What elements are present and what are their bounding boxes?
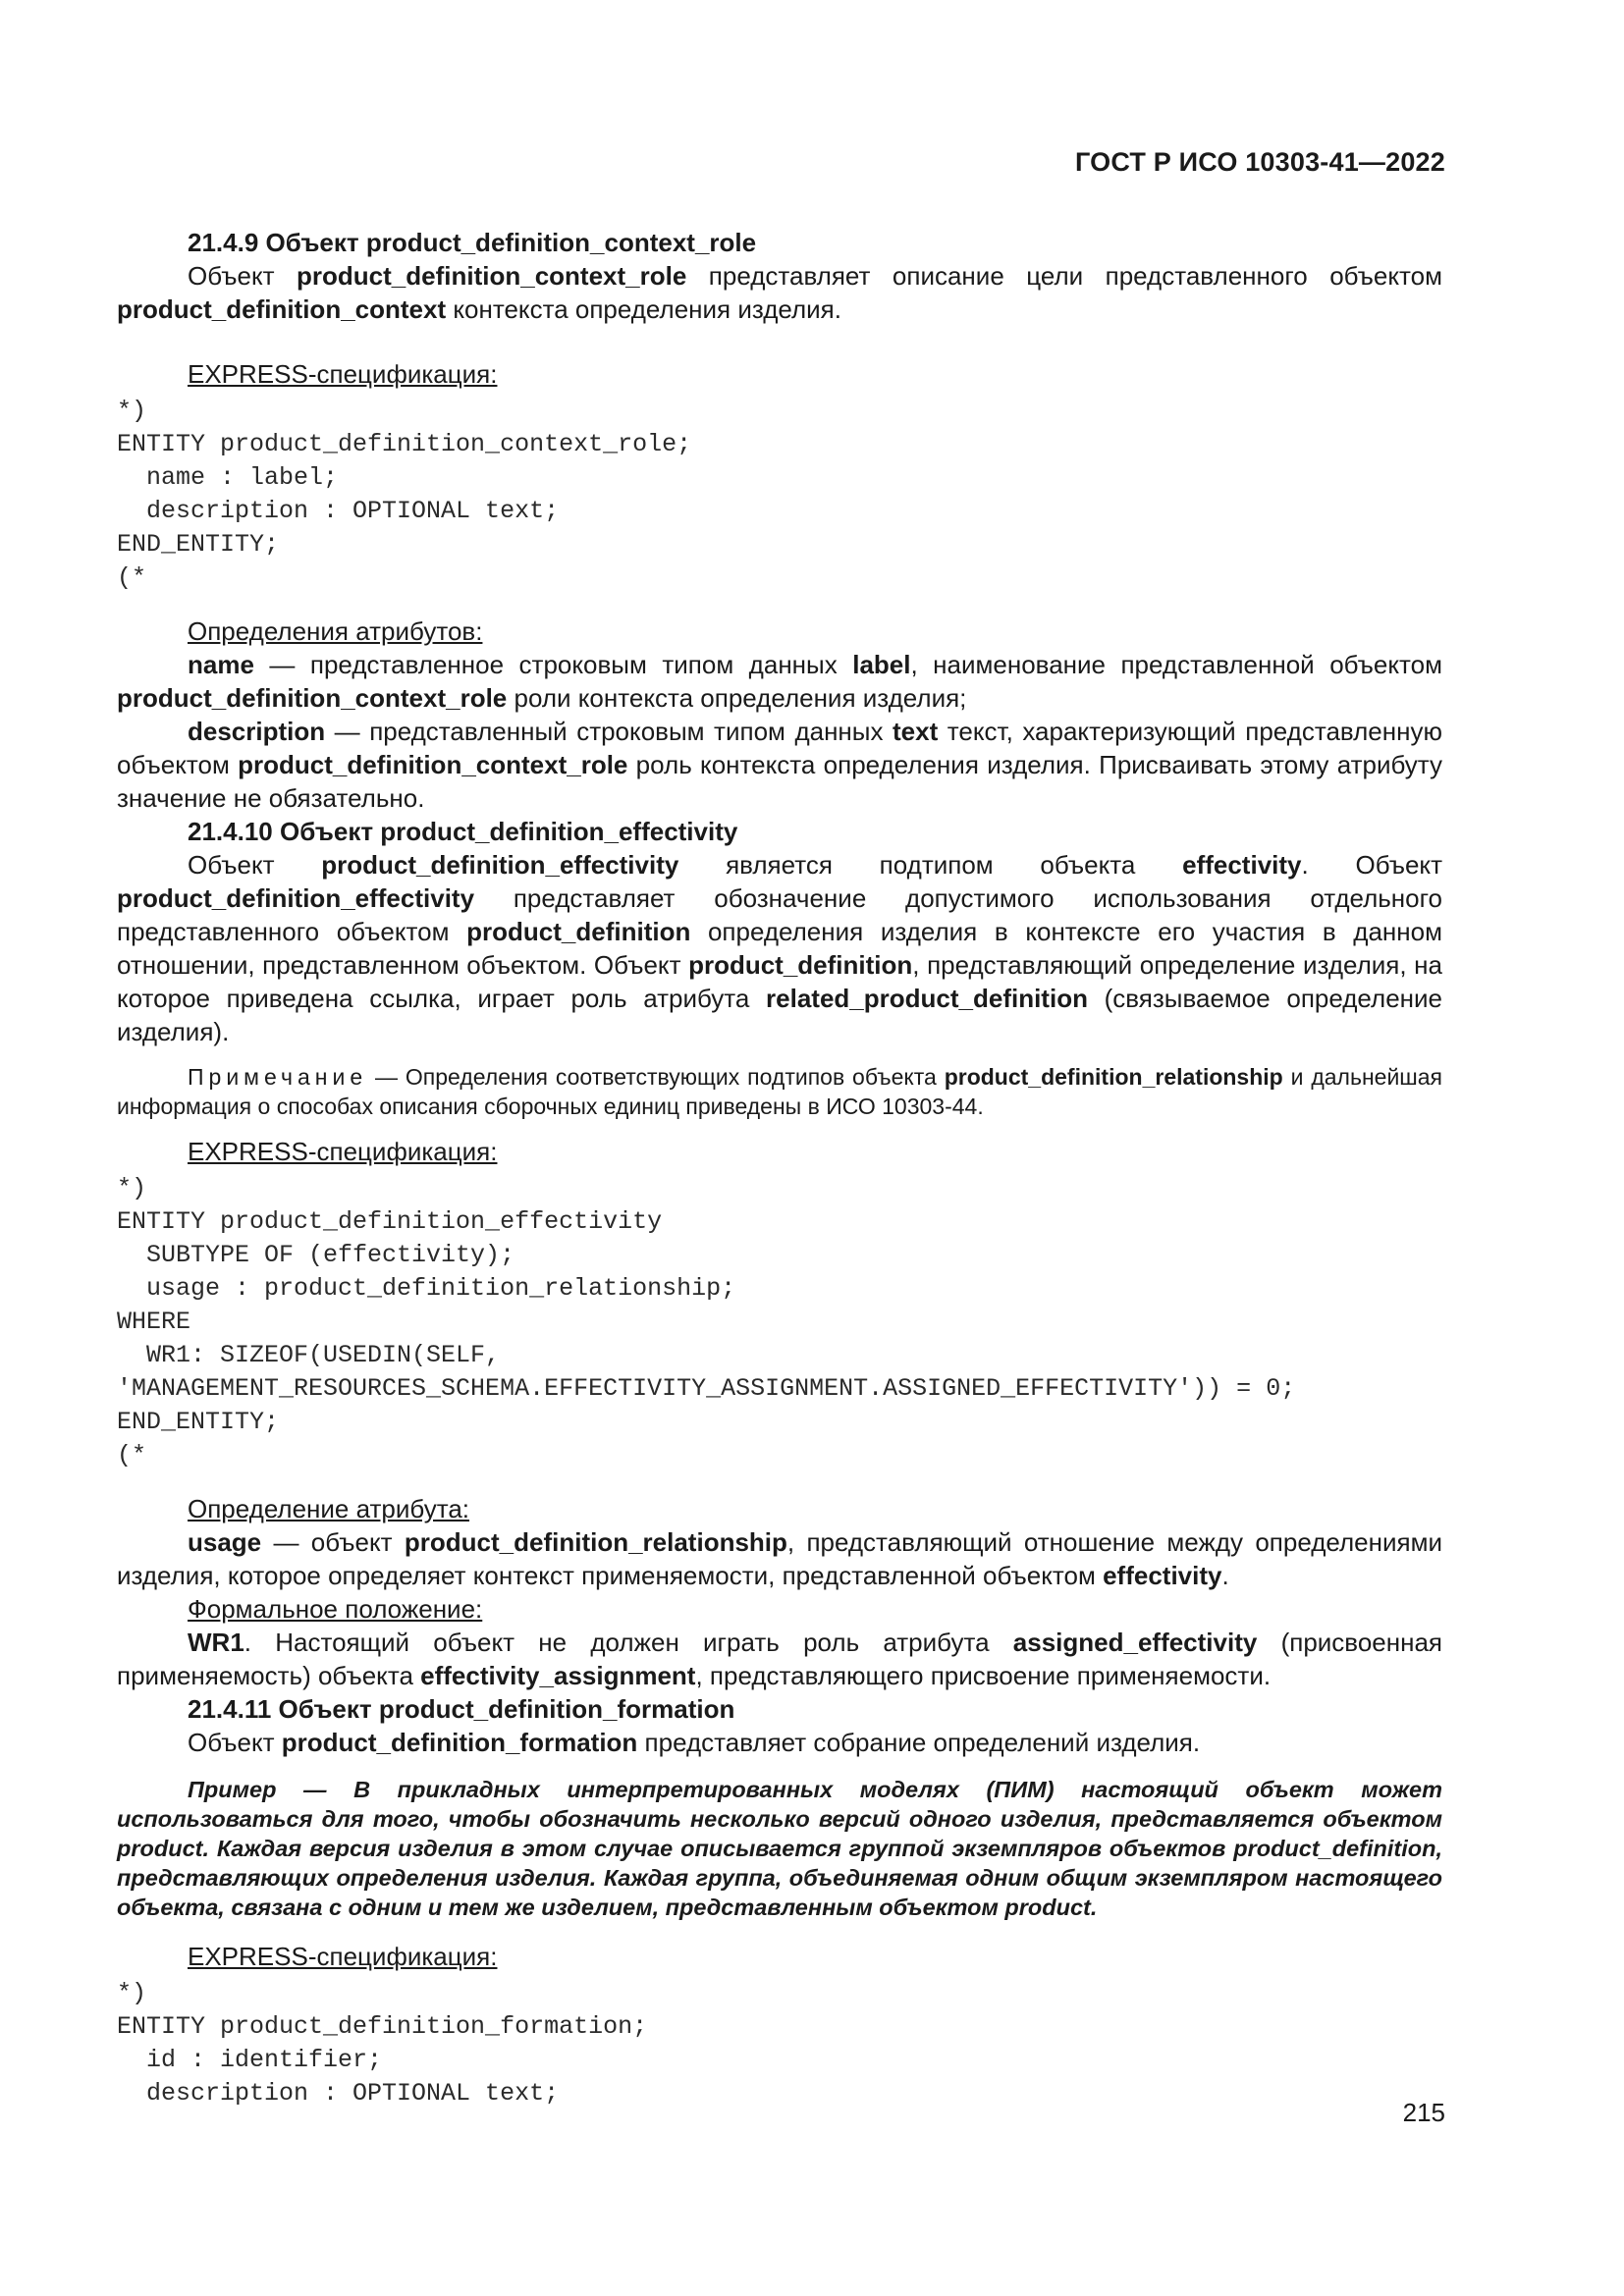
text: контекста определения изделия. bbox=[446, 294, 841, 324]
text: — Определения соответствующих подтипов объекта bbox=[367, 1064, 945, 1090]
attribute-definitions-label: Определения атрибутов: bbox=[188, 616, 483, 646]
page-number: 215 bbox=[1402, 2098, 1445, 2127]
entity-name: product_definition bbox=[466, 917, 691, 946]
type-name: text bbox=[893, 717, 939, 746]
text: представляет описание цели представленного объектом bbox=[686, 261, 1443, 291]
text: Объект bbox=[188, 261, 298, 291]
entity-name: product_definition_formation bbox=[281, 1728, 638, 1757]
attribute-name: name bbox=[188, 650, 254, 679]
entity-name: effectivity_assignment bbox=[420, 1661, 696, 1690]
text: — представленный строковым типом данных bbox=[325, 717, 893, 746]
express-spec-label: EXPRESS-спецификация: bbox=[188, 359, 498, 389]
text: . Настоящий объект не должен играть роль атрибута bbox=[244, 1628, 1013, 1657]
text: текст, характеризующий представленную объектом bbox=[117, 717, 1442, 779]
text: является подтипом объекта bbox=[678, 850, 1183, 880]
entity-name: product_definition_context_role bbox=[297, 261, 687, 291]
text: роли контекста определения изделия; bbox=[507, 683, 967, 713]
standard-code-header: ГОСТ Р ИСО 10303-41—2022 bbox=[1075, 147, 1445, 177]
note bbox=[117, 1062, 1442, 1121]
express-spec-label: EXPRESS-спецификация: bbox=[188, 1137, 498, 1166]
attribute-definition bbox=[117, 1525, 1442, 1592]
attribute-definition bbox=[117, 648, 1442, 715]
entity-name: product_definition bbox=[688, 950, 913, 980]
note-label: Примечание bbox=[188, 1064, 368, 1090]
entity-name: product_definition_effectivity bbox=[117, 883, 475, 913]
attribute-name: related_product_definition bbox=[766, 984, 1088, 1013]
express-code-block: *) ENTITY product_definition_context_role; name : label; description : OPTIONAL text; END_ENTITY; (* bbox=[117, 397, 692, 592]
entity-name: product_definition_context_role bbox=[117, 683, 508, 713]
express-code-block: *) ENTITY product_definition_formation; id : identifier; description : OPTIONAL text; bbox=[117, 1979, 648, 2108]
text: , представляющего присвоение применяемости. bbox=[695, 1661, 1272, 1690]
text: (связываемое определение изделия). bbox=[117, 984, 1442, 1046]
express-spec-label: EXPRESS-спецификация: bbox=[188, 1942, 498, 1971]
attribute-definition-label: Определение атрибута: bbox=[188, 1494, 470, 1523]
text: Объект bbox=[188, 850, 322, 880]
text: (присвоенная применяемость) объекта bbox=[117, 1628, 1442, 1690]
page-content bbox=[117, 226, 1442, 2130]
text: — представленное строковым типом данных bbox=[253, 650, 853, 679]
express-code-block: *) ENTITY product_definition_effectivity SUBTYPE OF (effectivity); usage : product_definition_relationship; WHERE WR1: SIZEOF(USEDIN(SELF, 'MANAGEMENT_RESOURCES_SCHEMA.EFFECTIVITY_ASSIGNMENT.ASSIGNED_EFFECTIVITY')) = 0; END_ENTITY; (* bbox=[117, 1174, 1296, 1469]
attribute-name: assigned_effectivity bbox=[1012, 1628, 1258, 1657]
entity-name: product_definition_context_role bbox=[238, 750, 628, 779]
paragraph bbox=[117, 848, 1442, 1048]
section-heading: 21.4.9 Объект product_definition_context_role bbox=[188, 228, 757, 257]
text: определения изделия в контексте его участия в данном отношении, представленном объектом. Объект bbox=[117, 917, 1442, 980]
text: . bbox=[1221, 1561, 1229, 1590]
entity-name: product_definition_effectivity bbox=[321, 850, 679, 880]
example-block: Пример — В прикладных интерпретированных моделях (ПИМ) настоящий объект может использоваться для того, чтобы обозначить несколько версий одного изделия, представляется объектом product. Каждая версия изделия в этом случае описывается группой экземпляров объектов product_definition, представляющих определения изделия. Каждая группа, объединяемая одним общим экземпляром настоящего объекта, связана с одним и тем же изделием, представленным объектом product. bbox=[117, 1777, 1442, 1920]
attribute-name: usage bbox=[188, 1527, 262, 1557]
entity-name: effectivity bbox=[1103, 1561, 1222, 1590]
entity-name: product_definition_relationship bbox=[404, 1527, 787, 1557]
entity-name: product_definition_context bbox=[117, 294, 447, 324]
text: и дальнейшая информация о способах описания сборочных единиц приведены в ИСО 10303-44. bbox=[117, 1064, 1442, 1119]
entity-name: product_definition_relationship bbox=[944, 1064, 1283, 1090]
entity-name: effectivity bbox=[1182, 850, 1302, 880]
type-name: label bbox=[852, 650, 911, 679]
attribute-name: description bbox=[188, 717, 326, 746]
text: , представляющий отношение между определениями изделия, которое определяет контекст применяемости, представленной объектом bbox=[117, 1527, 1442, 1590]
text: представляет обозначение допустимого использования отдельного представленного объектом bbox=[117, 883, 1442, 946]
rule-name: WR1 bbox=[188, 1628, 244, 1657]
text: — объект bbox=[261, 1527, 405, 1557]
paragraph bbox=[117, 259, 1442, 326]
rule-definition bbox=[117, 1626, 1442, 1692]
text: . Объект bbox=[1301, 850, 1443, 880]
text: роль контекста определения изделия. Присваивать этому атрибуту значение не обязательно. bbox=[117, 750, 1442, 813]
formal-proposition-label: Формальное положение: bbox=[188, 1594, 483, 1624]
section-heading: 21.4.10 Объект product_definition_effectivity bbox=[188, 817, 738, 846]
attribute-definition bbox=[117, 715, 1442, 815]
section-heading: 21.4.11 Объект product_definition_formation bbox=[188, 1694, 735, 1724]
paragraph bbox=[117, 1726, 1442, 1759]
text: представляет собрание определений изделия. bbox=[637, 1728, 1201, 1757]
text: Объект bbox=[188, 1728, 282, 1757]
text: , наименование представленной объектом bbox=[910, 650, 1443, 679]
text: , представляющий определение изделия, на которое приведена ссылка, играет роль атрибута bbox=[117, 950, 1442, 1013]
